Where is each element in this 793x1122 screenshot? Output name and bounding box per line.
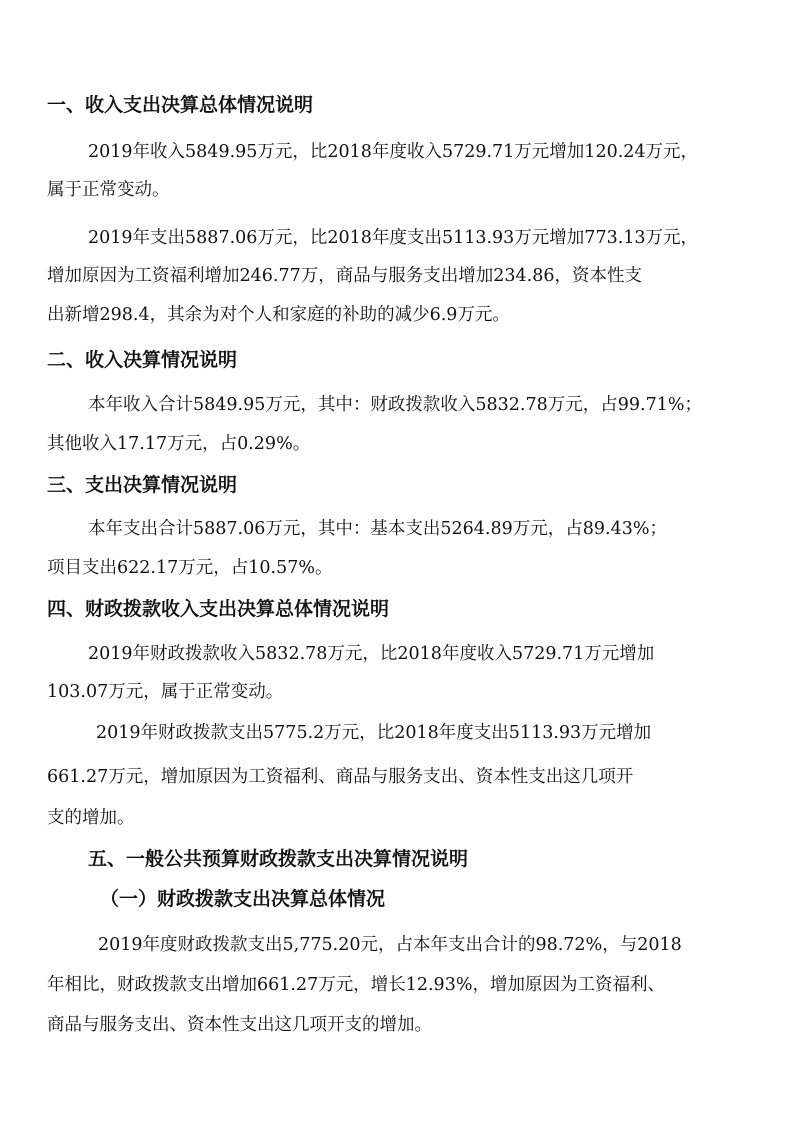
section-5-para-1-line-1: 2019年度财政拨款支出5,775.20元，占本年支出合计的98.72%，与2018	[98, 935, 682, 955]
section-3-para-1-line-2: 项目支出622.17万元，占10.57%。	[47, 558, 333, 578]
section-5-para-1-line-3: 商品与服务支出、资本性支出这几项开支的增加。	[47, 1015, 432, 1035]
section-1-para-2-line-1: 2019年支出5887.06万元，比2018年度支出5113.93万元增加773.13万元，	[88, 228, 699, 248]
section-1-para-1-line-1: 2019年收入5849.95万元，比2018年度收入5729.71万元增加120.24万元，	[88, 142, 699, 162]
section-1-para-2-line-2: 增加原因为工资福利增加246.77万，商品与服务支出增加234.86，资本性支	[47, 266, 642, 286]
section-heading-2: 二、收入决算情况说明	[47, 349, 238, 371]
section-2-para-1-line-1: 本年收入合计5849.95万元，其中：财政拨款收入5832.78万元，占99.71%；	[88, 395, 702, 415]
section-1-para-1-line-2: 属于正常变动。	[47, 180, 170, 200]
section-5-para-1-line-2: 年相比，财政拨款支出增加661.27万元，增长12.93%，增加原因为工资福利、	[47, 975, 665, 995]
section-3-para-1-line-1: 本年支出合计5887.06万元，其中：基本支出5264.89万元，占89.43%；	[88, 519, 667, 539]
section-4-para-2-line-2: 661.27万元，增加原因为工资福利、商品与服务支出、资本性支出这几项开	[47, 767, 634, 787]
section-4-para-1-line-2: 103.07万元，属于正常变动。	[47, 682, 284, 702]
section-4-para-2-line-3: 支的增加。	[47, 808, 135, 828]
section-4-para-2-line-1: 2019年财政拨款支出5775.2万元，比2018年度支出5113.93万元增加	[96, 723, 652, 743]
section-5-subheading: （一）财政拨款支出决算总体情况	[100, 888, 386, 910]
section-1-para-2-line-3: 出新增298.4，其余为对个人和家庭的补助的减少6.9万元。	[47, 305, 510, 325]
section-heading-3: 三、支出决算情况说明	[47, 474, 238, 496]
section-4-para-1-line-1: 2019年财政拨款收入5832.78万元，比2018年度收入5729.71万元增加	[88, 644, 655, 664]
section-heading-1: 一、收入支出决算总体情况说明	[47, 94, 314, 116]
section-heading-5: 五、一般公共预算财政拨款支出决算情况说明	[88, 848, 469, 870]
section-2-para-1-line-2: 其他收入17.17万元，占0.29%。	[47, 434, 311, 454]
section-heading-4: 四、财政拨款收入支出决算总体情况说明	[47, 598, 390, 620]
